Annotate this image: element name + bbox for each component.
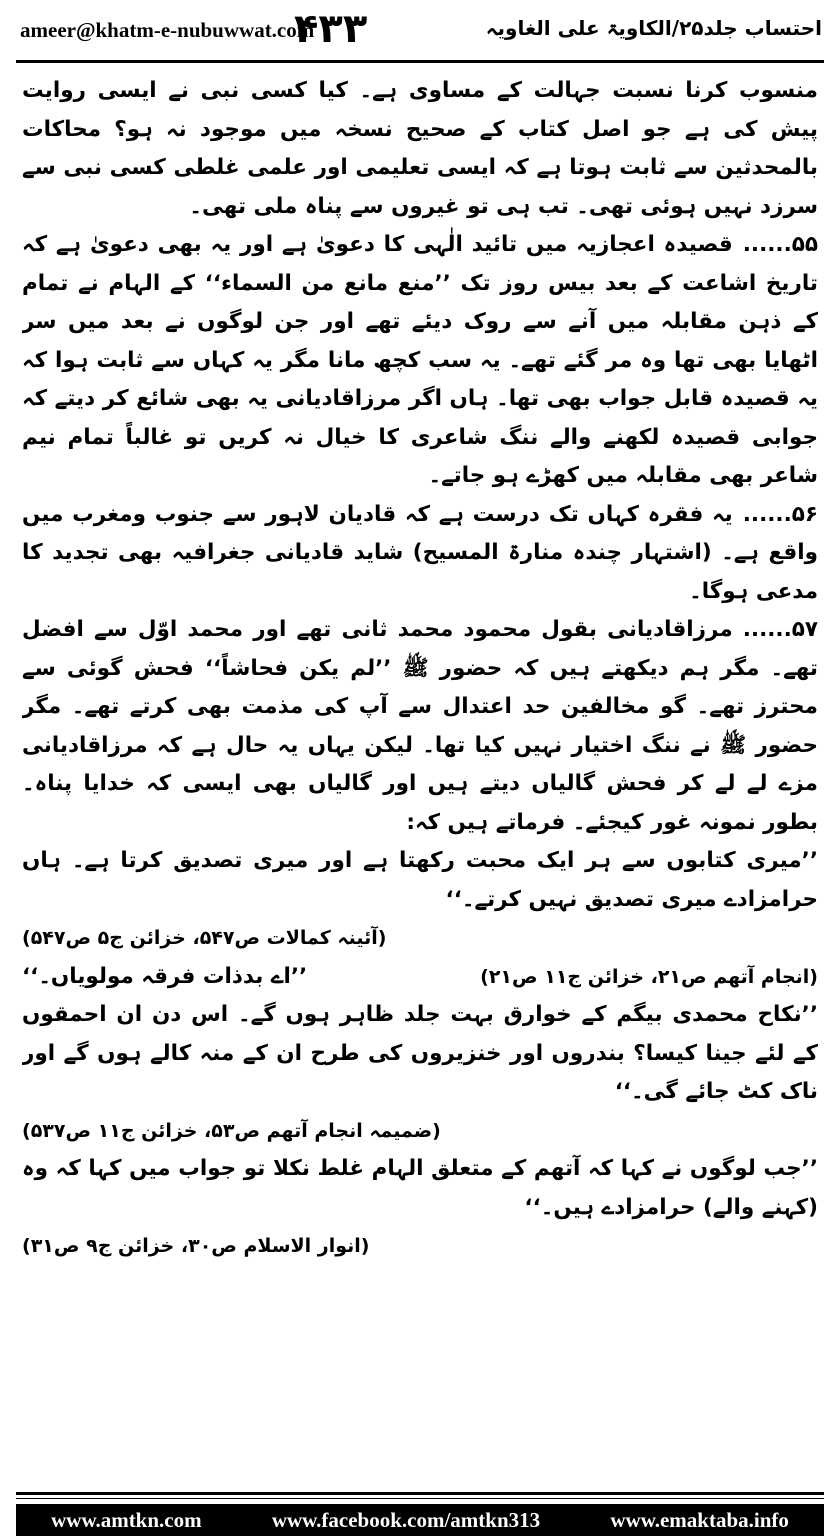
paragraph-56 <box>22 496 818 612</box>
paragraph-number: ۵۵...... <box>742 232 818 257</box>
page-footer <box>16 1504 824 1536</box>
footer-rule <box>16 1492 824 1495</box>
quote-reference: (انجام آتھم ص۲۱، خزائن ج۱۱ ص۲۱) <box>480 965 818 988</box>
page-header <box>14 0 826 66</box>
footer-rule-thin <box>16 1498 824 1499</box>
paragraph-text: یہ فقرہ کہاں تک درست ہے کہ قادیان لاہور سے جنوب ومغرب میں واقع ہے۔ (اشتہار چندہ منارۃ المسیح) شاید قادیانی جغرافیہ بھی تجدید کا مدعی ہوگا۔ <box>22 501 818 604</box>
quote-2 <box>22 958 818 997</box>
paragraph-text: قصیدہ اعجازیہ میں تائید الٰہی کا دعویٰ ہے اور یہ بھی دعویٰ ہے کہ تاریخ اشاعت کے بعد بیس روز تک ’’منع مانع من السماء‘‘ کے الہام نے تمام کے ذہن مقابلہ میں آنے سے روک دیئے تھے اور جن لوگوں نے بعد میں سر اٹھایا بھی تھا وہ مر گئے تھے۔ یہ سب کچھ مانا مگر یہ کہاں سے ثابت ہوا کہ یہ قصیدہ قابل جواب بھی تھا۔ ہاں اگر مرزاقادیانی یہ بھی شائع کر دیتے کہ جوابی قصیدہ لکھنے والے ننگ شاعری کا خیال نہ کریں تو غالباً تمام نیم شاعر بھی مقابلہ میں کھڑے ہو جاتے۔ <box>22 232 818 488</box>
quote-4 <box>22 1150 818 1266</box>
paragraph-number: ۵۶...... <box>742 501 818 527</box>
paragraph-number: ۵۷...... <box>742 617 818 642</box>
quote-1 <box>22 842 818 958</box>
quote-reference: (انوار الاسلام ص۳۰، خزائن ج۹ ص۳۱) <box>22 1235 370 1257</box>
quote-text: ’’جب لوگوں نے کہا کہ آتھم کے متعلق الہام غلط نکلا تو جواب میں کہا کہ وہ (کہنے والے) حرامزادے ہیں۔‘‘ <box>22 1156 818 1220</box>
paragraph-intro: منسوب کرنا نسبت جہالت کے مساوی ہے۔ کیا کسی نبی نے ایسی روایت پیش کی ہے جو اصل کتاب کے صحیح نسخہ میں موجود نہ ہو؟ محاکات بالمحدثین سے ثابت ہوتا ہے کہ ایسی تعلیمی اور علمی غلطی کسی نبی سے سرزد نہیں ہوئی تھی۔ تب ہی تو غیروں سے پناہ ملی تھی۔ <box>22 78 818 219</box>
quote-text: ’’اے بدذات فرقہ مولویاں۔‘‘ <box>22 963 308 989</box>
quote-text: ’’نکاح محمدی بیگم کے خوارق بہت جلد ظاہر ہوں گے۔ اس دن ان احمقوں کے لئے جینا کیسا؟ بندروں اور خنزیروں کی طرح ان کے منہ کالے ہوں گے اور ناک کٹ جائے گی۔‘‘ <box>22 1002 818 1104</box>
header-rule <box>16 60 824 63</box>
quote-reference: (آئینہ کمالات ص۵۴۷، خزائن ج۵ ص۵۴۷) <box>22 927 387 949</box>
footer-link-facebook[interactable]: www.facebook.com/amtkn313 <box>271 1507 541 1532</box>
footer-link-emaktaba[interactable]: www.emaktaba.info <box>610 1507 789 1532</box>
running-title: احتساب جلد۲۵/الکاویۃ علی الغاویہ <box>485 16 822 40</box>
page-number: ۴۳۳ <box>294 6 368 52</box>
paragraph-text: مرزاقادیانی بقول محمود محمد ثانی تھے اور محمد اوّل سے افضل تھے۔ مگر ہم دیکھتے ہیں کہ حضور ﷺ ’’لم یکن فحاشاً‘‘ فحش گوئی سے محترز تھے۔ گو مخالفین حد اعتدال سے آپ کی مذمت بھی کرتے تھے۔ مگر حضور ﷺ نے ننگ اختیار نہیں کیا تھا۔ لیکن یہاں یہ حال ہے کہ مرزاقادیانی مزے لے لے کر فحش گالیاں دیتے ہیں اور گالیاں بھی ایسی کہ خدایا پناہ۔ بطور نمونہ غور کیجئے۔ فرماتے ہیں کہ: <box>22 617 818 835</box>
header-email[interactable]: ameer@khatm-e-nubuwwat.com <box>20 18 315 42</box>
quote-text: ’’میری کتابوں سے ہر ایک محبت رکھتا ہے اور میری تصدیق کرتا ہے۔ ہاں حرامزادے میری تصدیق نہیں کرتے۔‘‘ <box>22 848 818 912</box>
quote-3 <box>22 996 818 1150</box>
quote-reference: (ضمیمہ انجام آتھم ص۵۳، خزائن ج۱۱ ص۵۳۷) <box>22 1119 441 1142</box>
paragraph-57 <box>22 611 818 842</box>
page-body <box>22 72 818 1462</box>
footer-link-amtkn[interactable]: www.amtkn.com <box>51 1507 202 1532</box>
paragraph-55 <box>22 226 818 496</box>
